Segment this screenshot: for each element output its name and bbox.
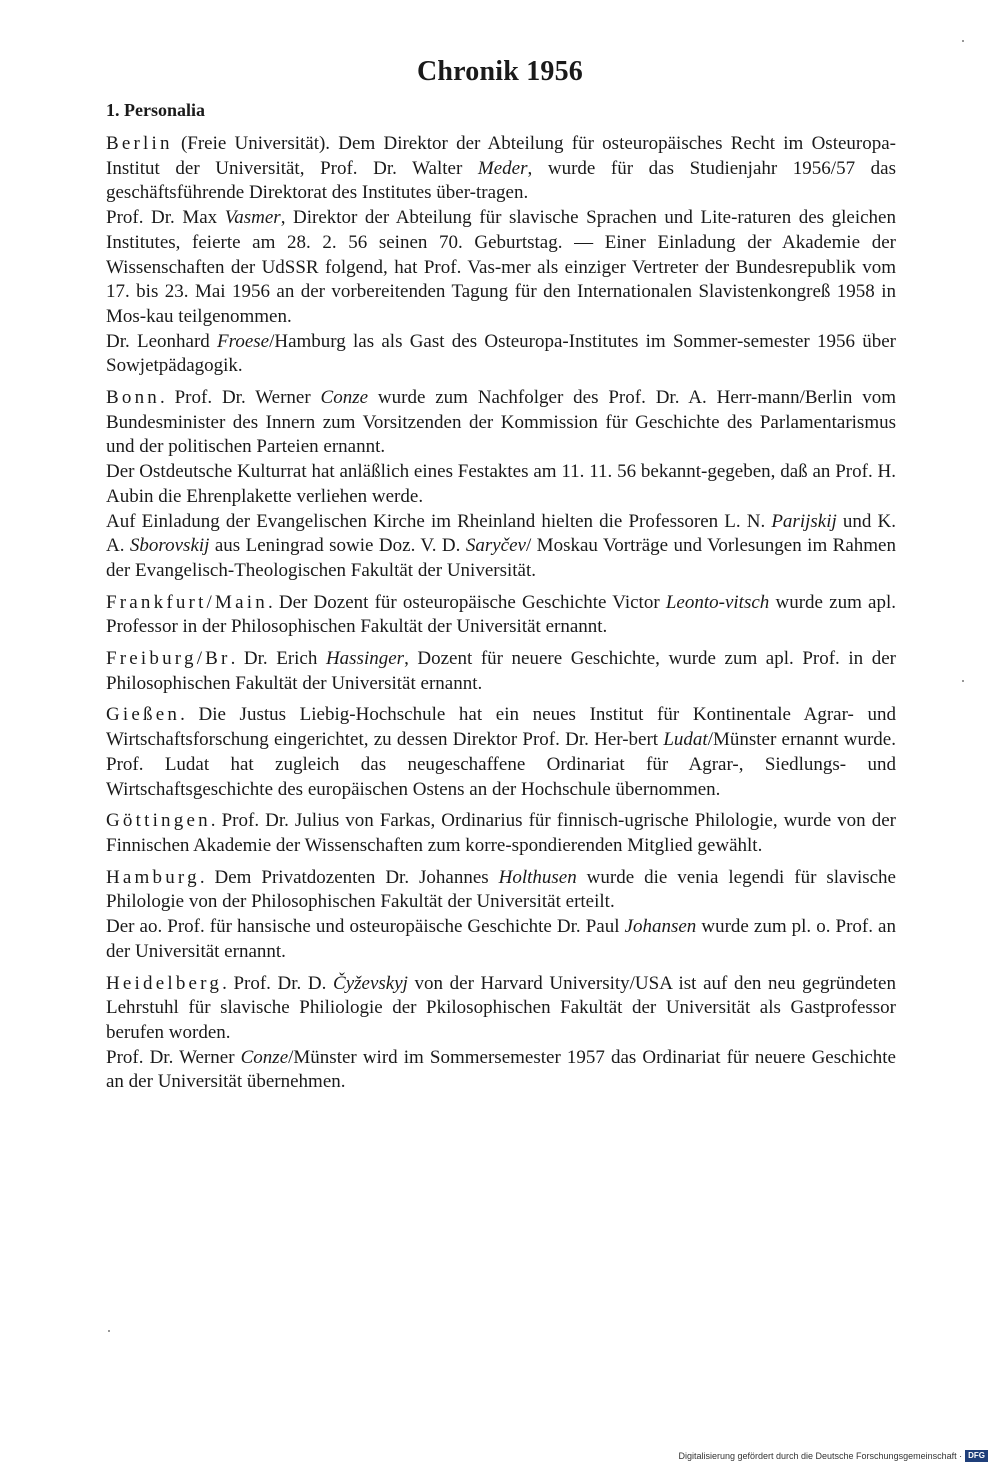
text-run: /Hamburg las als Gast des Osteuropa-Institutes im Sommer-semester 1956 über Sowjetpädagogik. xyxy=(106,330,896,377)
text-run: von der Harvard University/USA ist auf den neu gegründeten Lehrstuhl für slavische Philiologie der Pkilosophischen Fakultät der Universität als Gastprofessor berufen worden. xyxy=(106,972,896,1043)
paragraph xyxy=(106,866,896,915)
paragraph xyxy=(106,510,896,584)
dfg-logo: DFG xyxy=(965,1450,988,1462)
person-name: Hassinger xyxy=(325,648,405,670)
paragraph xyxy=(106,647,896,696)
place-name: Frankfurt/Main xyxy=(106,591,268,613)
text-run: . Dem Privatdozenten Dr. Johannes xyxy=(199,866,499,888)
text-run: und K. A. xyxy=(106,510,896,557)
paragraph xyxy=(106,915,896,964)
text-run: Der ao. Prof. für hansische und osteuropäische Geschichte Dr. Paul xyxy=(106,916,625,938)
scan-speck xyxy=(108,1330,110,1332)
person-name: Vasmer xyxy=(224,207,281,229)
place-name: Hamburg xyxy=(106,866,200,888)
person-name: Froese xyxy=(217,330,270,352)
text-run: . Prof. Dr. Werner xyxy=(159,387,321,409)
place-name: Freiburg/Br xyxy=(106,648,231,670)
person-name: Sborovskij xyxy=(129,535,210,557)
text-run: wurde die venia legendi für slavische Philologie von der Philosophischen Fakultät der Universität erteilt. xyxy=(106,866,896,913)
text-run: /Münster ernannt wurde. Prof. Ludat hat zugleich das neugeschaffene Ordinariat für Agrar-, Siedlungs- und Wirtschaftsgeschichte des europäischen Ostens an der Hochschule übernommen. xyxy=(106,729,896,800)
text-run: . Dr. Erich xyxy=(230,648,326,670)
page-title: Chronik 1956 xyxy=(416,56,584,87)
digitization-footer xyxy=(678,1450,988,1462)
text-run: Prof. Dr. Werner xyxy=(106,1046,241,1068)
scan-speck xyxy=(962,680,964,682)
place-name: Göttingen xyxy=(106,810,211,832)
person-name: Parijskij xyxy=(771,510,837,532)
person-name: Holthusen xyxy=(498,866,577,888)
place-name: Bonn xyxy=(106,387,160,409)
person-name: Saryčev xyxy=(465,535,526,557)
text-run: wurde zum apl. Professor in der Philosophischen Fakultät der Universität ernannt. xyxy=(106,591,897,638)
paragraph xyxy=(106,206,896,330)
place-name: Gießen xyxy=(106,704,181,726)
paragraph xyxy=(106,972,896,1046)
text-run: Dr. Leonhard xyxy=(106,330,218,352)
person-name: Meder xyxy=(477,157,528,179)
place-name: Berlin xyxy=(106,133,173,154)
text-run: . Der Dozent für osteuropäische Geschichte Victor xyxy=(267,591,666,613)
text-run: . Prof. Dr. D. xyxy=(222,972,334,994)
paragraph xyxy=(106,1046,896,1095)
paragraph xyxy=(106,132,896,206)
person-name: Leonto-vitsch xyxy=(665,591,770,613)
body-text xyxy=(106,132,896,1095)
text-run: /Münster wird im Sommersemester 1957 das Ordinariat für neuere Geschichte an der Universität übernehmen. xyxy=(106,1046,896,1093)
text-run: . Prof. Dr. Julius von Farkas, Ordinarius für finnisch-ugrische Philologie, wurde von der Finnischen Akademie der Wissenschaften zum korre-spondierenden Mitglied gewählt. xyxy=(106,810,896,856)
text-run: Der Ostdeutsche Kulturrat hat anläßlich eines Festaktes am 11. 11. 56 bekannt-gegeben, daß an Prof. H. Aubin die Ehrenplakette verliehen werde. xyxy=(106,461,896,507)
text-run: , Direktor der Abteilung für slavische Sprachen und Lite-raturen des gleichen Institutes, feierte am 28. 2. 56 seinen 70. Geburtstag. — Einer Einladung der Akademie der Wissenschaften der UdSSR folgend, hat Prof. Vas-mer als einziger Vertreter der Bundesrepublik vom 17. bis 23. Mai 1956 an der vorbereitenden Tagung für den Internationalen Slavistenkongreß 1958 in Mos-kau teilgenommen. xyxy=(106,207,896,327)
text-run: , wurde für das Studienjahr 1956/57 das geschäftsführende Direktorat des Institutes über-tragen. xyxy=(106,157,897,204)
person-name: Ludat xyxy=(663,729,708,751)
text-run: aus Leningrad sowie Doz. V. D. xyxy=(209,535,466,557)
scan-speck xyxy=(962,40,964,42)
section-heading: 1. Personalia xyxy=(106,100,205,120)
paragraph xyxy=(106,386,896,460)
text-run: , Dozent für neuere Geschichte, wurde zum apl. Prof. in der Philosophischen Fakultät der Universität ernannt. xyxy=(106,648,896,694)
person-name: Conze xyxy=(320,387,369,409)
paragraph xyxy=(106,703,896,802)
person-name: Čyževskyj xyxy=(333,972,408,994)
text-run: wurde zum pl. o. Prof. an der Universität ernannt. xyxy=(106,916,896,962)
paragraph xyxy=(106,591,896,640)
person-name: Johansen xyxy=(624,916,697,938)
paragraph xyxy=(106,330,896,379)
text-run: . Die Justus Liebig-Hochschule hat ein neues Institut für Kontinentale Agrar- und Wirtschaftsforschung eingerichtet, zu dessen Direktor Prof. Dr. Her-bert xyxy=(106,704,896,751)
paragraph xyxy=(106,460,896,509)
text-run: (Freie Universität). Dem Direktor der Abteilung für osteuropäisches Recht im Osteuropa-Institut der Universität, Prof. Dr. Walter xyxy=(106,133,896,179)
paragraph xyxy=(106,809,896,858)
text-run: Auf Einladung der Evangelischen Kirche im Rheinland hielten die Professoren L. N. xyxy=(106,510,772,532)
footer-text: Digitalisierung gefördert durch die Deutsche Forschungsgemeinschaft · xyxy=(678,1451,963,1461)
text-run: wurde zum Nachfolger des Prof. Dr. A. Herr-mann/Berlin vom Bundesminister des Innern zum Vorsitzenden der Kommission für Geschichte des Parlamentarismus und der politischen Parteien ernannt. xyxy=(106,387,896,458)
person-name: Conze xyxy=(240,1046,289,1068)
place-name: Heidelberg xyxy=(106,972,223,994)
text-run: / Moskau Vorträge und Vorlesungen im Rahmen der Evangelisch-Theologischen Fakultät der Universität. xyxy=(106,535,896,581)
text-run: Prof. Dr. Max xyxy=(106,207,225,229)
